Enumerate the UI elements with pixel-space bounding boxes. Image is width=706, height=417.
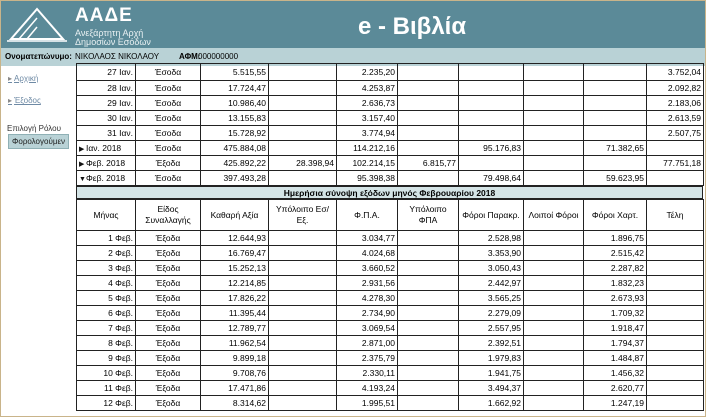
type-cell: Έξοδα (136, 321, 201, 336)
withholding-cell: 2.528,98 (459, 231, 524, 246)
type-cell: Έσοδα (136, 126, 201, 141)
stamp-cell: 59.623,95 (584, 171, 647, 186)
column-header-other-taxes[interactable]: Λοιποί Φόροι (524, 200, 584, 231)
day-cell: 28 Ιαν. (77, 81, 136, 96)
day-cell: 31 Ιαν. (77, 126, 136, 141)
table-row[interactable] (77, 381, 704, 396)
vat-cell: 3.034,77 (337, 231, 398, 246)
vat-cell: 2.235,20 (337, 64, 398, 81)
org-name-line2: Δημοσίων Εσόδων (75, 37, 151, 47)
withholding-cell: 79.498,64 (459, 171, 524, 186)
fees-cell: 2.507,75 (647, 126, 704, 141)
table-row[interactable] (77, 261, 704, 276)
day-cell: 27 Ιαν. (77, 64, 136, 81)
expand-icon[interactable]: ▶ (79, 146, 85, 153)
table-row[interactable] (77, 111, 704, 126)
net-cell: 17.724,47 (201, 81, 269, 96)
month-row[interactable] (77, 171, 704, 186)
withholding-cell: 3.050,43 (459, 261, 524, 276)
vat-cell: 4.278,30 (337, 291, 398, 306)
day-cell: 12 Φεβ. (77, 396, 136, 411)
stamp-cell: 2.620,77 (584, 381, 647, 396)
withholding-cell: 3.565,25 (459, 291, 524, 306)
fees-cell (647, 141, 704, 156)
stamp-cell: 2.287,82 (584, 261, 647, 276)
column-header-vat-balance[interactable]: Υπόλοιπο ΦΠΑ (398, 200, 459, 231)
net-cell: 17.471,86 (201, 381, 269, 396)
table-row[interactable] (77, 64, 704, 81)
month-cell: ▶ Φεβ. 2018 (77, 156, 136, 171)
column-header-balance[interactable]: Υπόλοιπο Εσ/Εξ. (269, 200, 337, 231)
net-cell: 15.728,92 (201, 126, 269, 141)
table-row[interactable] (77, 231, 704, 246)
vat-cell: 2.330,11 (337, 366, 398, 381)
expand-icon[interactable]: ▶ (79, 161, 85, 168)
table-row[interactable] (77, 96, 704, 111)
net-cell: 10.986,40 (201, 96, 269, 111)
fees-cell: 2.613,59 (647, 111, 704, 126)
fees-cell: 77.751,18 (647, 156, 704, 171)
type-cell: Έξοδα (136, 231, 201, 246)
stamp-cell: 2.515,42 (584, 246, 647, 261)
net-cell: 9.899,18 (201, 351, 269, 366)
withholding-cell (459, 156, 524, 171)
type-cell: Έξοδα (136, 306, 201, 321)
withholding-cell: 3.494,37 (459, 381, 524, 396)
day-cell: 2 Φεβ. (77, 246, 136, 261)
collapse-icon[interactable]: ▼ (79, 176, 86, 183)
vat-cell: 2.734,90 (337, 306, 398, 321)
type-cell: Έξοδα (136, 351, 201, 366)
table-row[interactable] (77, 396, 704, 411)
detail-section-title: Ημερήσια σύνοψη εξόδων μηνός Φεβρουαρίου 2018 (76, 186, 703, 199)
table-row[interactable] (77, 81, 704, 96)
fees-cell (647, 171, 704, 186)
net-cell: 9.708,76 (201, 366, 269, 381)
vat-cell: 3.660,52 (337, 261, 398, 276)
org-abbr: ΑΑΔΕ (75, 5, 133, 26)
balance-cell: 28.398,94 (269, 156, 337, 171)
withholding-cell: 2.392,51 (459, 336, 524, 351)
net-cell: 13.155,83 (201, 111, 269, 126)
day-cell: 6 Φεβ. (77, 306, 136, 321)
day-cell: 3 Φεβ. (77, 261, 136, 276)
table-row[interactable] (77, 291, 704, 306)
sidebar (1, 66, 76, 417)
stamp-cell: 1.247,19 (584, 396, 647, 411)
type-cell: Έξοδα (136, 246, 201, 261)
name-label: Ονοματεπώνυμο: (5, 52, 72, 61)
vat-balance-cell (398, 171, 459, 186)
month-row[interactable] (77, 141, 704, 156)
stamp-cell: 1.896,75 (584, 231, 647, 246)
table-row[interactable] (77, 351, 704, 366)
day-cell: 1 Φεβ. (77, 231, 136, 246)
stamp-cell: 1.832,23 (584, 276, 647, 291)
stamp-cell: 71.382,65 (584, 141, 647, 156)
net-cell: 5.515,55 (201, 64, 269, 81)
type-cell: Έσοδα (136, 64, 201, 81)
summary-grid (76, 63, 704, 186)
afm-label: ΑΦΜ: (179, 52, 201, 61)
type-cell: Έσοδα (136, 96, 201, 111)
stamp-cell: 1.918,47 (584, 321, 647, 336)
vat-cell: 2.636,73 (337, 96, 398, 111)
stamp-cell: 1.456,32 (584, 366, 647, 381)
withholding-cell: 1.941,75 (459, 366, 524, 381)
column-header-type[interactable]: Είδος Συναλλαγής (136, 200, 201, 231)
sidebar-item-label: Αρχική (14, 74, 39, 83)
org-name-line1: Ανεξάρτητη Αρχή (75, 28, 144, 38)
net-cell: 12.789,77 (201, 321, 269, 336)
type-cell: Έξοδα (136, 156, 201, 171)
day-cell: 30 Ιαν. (77, 111, 136, 126)
type-cell: Έσοδα (136, 171, 201, 186)
type-cell: Έξοδα (136, 336, 201, 351)
bullet-icon: ▸ (8, 74, 13, 83)
column-header-vat[interactable]: Φ.Π.Α. (337, 200, 398, 231)
balance-cell (269, 171, 337, 186)
vat-cell: 3.069,54 (337, 321, 398, 336)
withholding-cell: 1.662,92 (459, 396, 524, 411)
stamp-cell: 1.484,87 (584, 351, 647, 366)
table-row[interactable] (77, 246, 704, 261)
table-row[interactable] (77, 306, 704, 321)
type-cell: Έσοδα (136, 111, 201, 126)
column-header-stamp[interactable]: Φόροι Χαρτ. (584, 200, 647, 231)
withholding-cell: 1.979,83 (459, 351, 524, 366)
column-header-month[interactable]: Μήνας (77, 200, 136, 231)
month-row[interactable] (77, 156, 704, 171)
day-cell: 7 Φεβ. (77, 321, 136, 336)
sidebar-item-label: Έξοδος (14, 96, 41, 105)
vat-cell: 3.157,40 (337, 111, 398, 126)
vat-cell: 95.398,38 (337, 171, 398, 186)
type-cell: Έξοδα (136, 396, 201, 411)
vat-cell: 4.253,87 (337, 81, 398, 96)
net-cell: 475.884,08 (201, 141, 269, 156)
net-cell: 8.314,62 (201, 396, 269, 411)
day-cell: 29 Ιαν. (77, 96, 136, 111)
vat-cell: 4.193,24 (337, 381, 398, 396)
type-cell: Έσοδα (136, 141, 201, 156)
stamp-cell (584, 156, 647, 171)
afm-value: 000000000 (198, 52, 239, 61)
fees-cell: 2.183,06 (647, 96, 704, 111)
withholding-cell: 3.353,90 (459, 246, 524, 261)
net-cell: 397.493,28 (201, 171, 269, 186)
column-header-net[interactable]: Καθαρή Αξία (201, 200, 269, 231)
column-header-fees[interactable]: Τέλη (647, 200, 704, 231)
vat-cell: 3.774,94 (337, 126, 398, 141)
month-cell: ▶ Ιαν. 2018 (77, 141, 136, 156)
name-value: ΝΙΚΟΛΑΟΣ ΝΙΚΟΛΑΟΥ (75, 52, 160, 61)
vat-balance-cell (398, 141, 459, 156)
stamp-cell: 1.709,32 (584, 306, 647, 321)
net-cell: 12.644,93 (201, 231, 269, 246)
withholding-cell: 2.442,97 (459, 276, 524, 291)
column-header-withholding[interactable]: Φόροι Παρακρ. (459, 200, 524, 231)
type-cell: Έξοδα (136, 261, 201, 276)
page-title: e - Βιβλία (358, 13, 467, 40)
table-row[interactable] (77, 336, 704, 351)
table-row[interactable] (77, 366, 704, 381)
day-cell: 8 Φεβ. (77, 336, 136, 351)
fees-cell: 3.752,04 (647, 64, 704, 81)
fees-cell: 2.092,82 (647, 81, 704, 96)
table-row[interactable] (77, 126, 704, 141)
vat-balance-cell: 6.815,77 (398, 156, 459, 171)
vat-cell: 2.931,56 (337, 276, 398, 291)
month-cell: ▼Φεβ. 2018 (77, 171, 136, 186)
vat-cell: 4.024,68 (337, 246, 398, 261)
type-cell: Έξοδα (136, 366, 201, 381)
stamp-cell: 2.673,93 (584, 291, 647, 306)
net-cell: 16.769,47 (201, 246, 269, 261)
bullet-icon: ▸ (8, 96, 13, 105)
daily-expenses-grid (76, 199, 704, 411)
table-row[interactable] (77, 321, 704, 336)
withholding-cell: 2.557,95 (459, 321, 524, 336)
day-cell: 10 Φεβ. (77, 366, 136, 381)
net-cell: 425.892,22 (201, 156, 269, 171)
sidebar-item-home[interactable] (8, 74, 38, 83)
day-cell: 11 Φεβ. (77, 381, 136, 396)
net-cell: 11.395,44 (201, 306, 269, 321)
vat-cell: 114.212,16 (337, 141, 398, 156)
sidebar-item-logout[interactable] (8, 96, 41, 105)
role-taxpayer-button[interactable]: Φορολογούμεν (8, 134, 69, 149)
vat-cell: 2.375,79 (337, 351, 398, 366)
app-header (1, 1, 705, 48)
withholding-cell: 2.279,09 (459, 306, 524, 321)
net-cell: 11.962,54 (201, 336, 269, 351)
vat-cell: 2.871,00 (337, 336, 398, 351)
day-cell: 9 Φεβ. (77, 351, 136, 366)
withholding-cell: 95.176,83 (459, 141, 524, 156)
balance-cell (269, 141, 337, 156)
stamp-cell: 1.794,37 (584, 336, 647, 351)
day-cell: 4 Φεβ. (77, 276, 136, 291)
column-header-row (77, 200, 704, 231)
day-cell: 5 Φεβ. (77, 291, 136, 306)
net-cell: 12.214,85 (201, 276, 269, 291)
aade-logo (7, 5, 67, 43)
net-cell: 15.252,13 (201, 261, 269, 276)
role-select-label: Επιλογή Ρόλου (7, 124, 61, 133)
type-cell: Έξοδα (136, 276, 201, 291)
type-cell: Έξοδα (136, 291, 201, 306)
type-cell: Έξοδα (136, 381, 201, 396)
net-cell: 17.826,22 (201, 291, 269, 306)
vat-cell: 102.214,15 (337, 156, 398, 171)
vat-cell: 1.995,51 (337, 396, 398, 411)
type-cell: Έσοδα (136, 81, 201, 96)
table-row[interactable] (77, 276, 704, 291)
